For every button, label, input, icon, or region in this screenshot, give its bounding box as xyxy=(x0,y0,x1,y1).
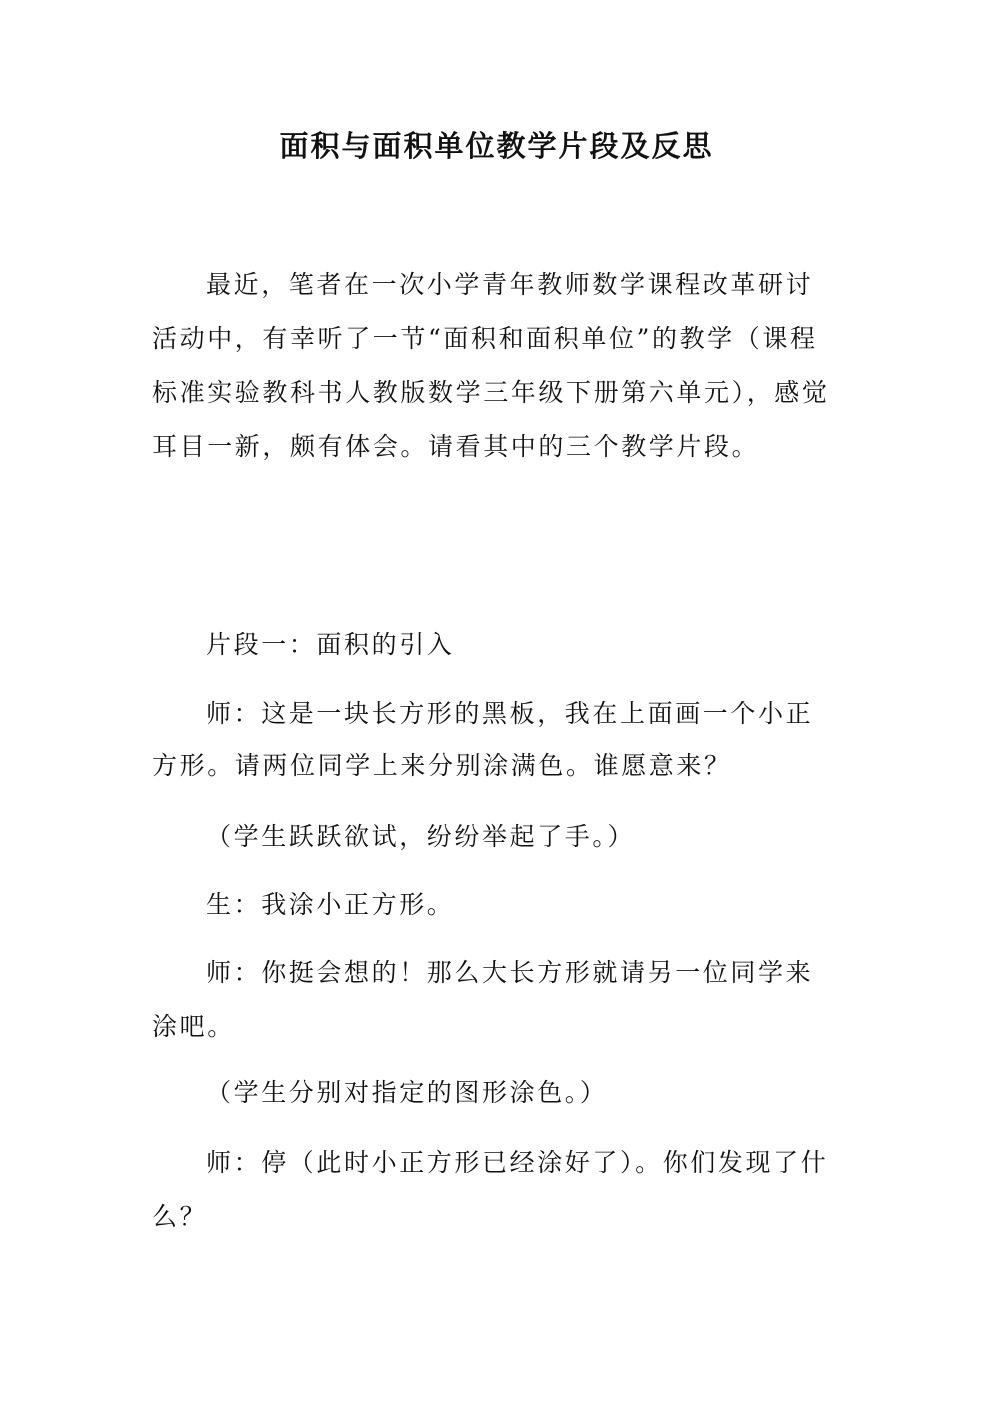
intro-paragraph: 最近，笔者在一次小学青年教师数学课程改革研讨活动中，有幸听了一节“面积和面积单位”的教学（课程标准实验教科书人教版数学三年级下册第六单元），感觉耳目一新，颇有体会。请看其中的三个教学片段。 xyxy=(152,270,830,461)
dialogue-line: 师：这是一块长方形的黑板，我在上面画一个小正方形。请两位同学上来分别涂满色。谁愿意来？ xyxy=(152,699,814,780)
section-heading: 片段一：面积的引入 xyxy=(206,630,455,659)
dialogue-line: 师：你挺会想的！那么大长方形就请另一位同学来涂吧。 xyxy=(152,958,814,1041)
dialogue-line: （学生跃跃欲试，纷纷举起了手。） xyxy=(206,822,636,851)
dialogue-line: 生：我涂小正方形。 xyxy=(206,890,455,919)
dialogue-line: 师：停（此时小正方形已经涂好了）。你们发现了什么？ xyxy=(152,1148,829,1231)
dialogue-line: （学生分别对指定的图形涂色。） xyxy=(206,1078,608,1107)
document-title: 面积与面积单位教学片段及反思 xyxy=(279,129,714,163)
